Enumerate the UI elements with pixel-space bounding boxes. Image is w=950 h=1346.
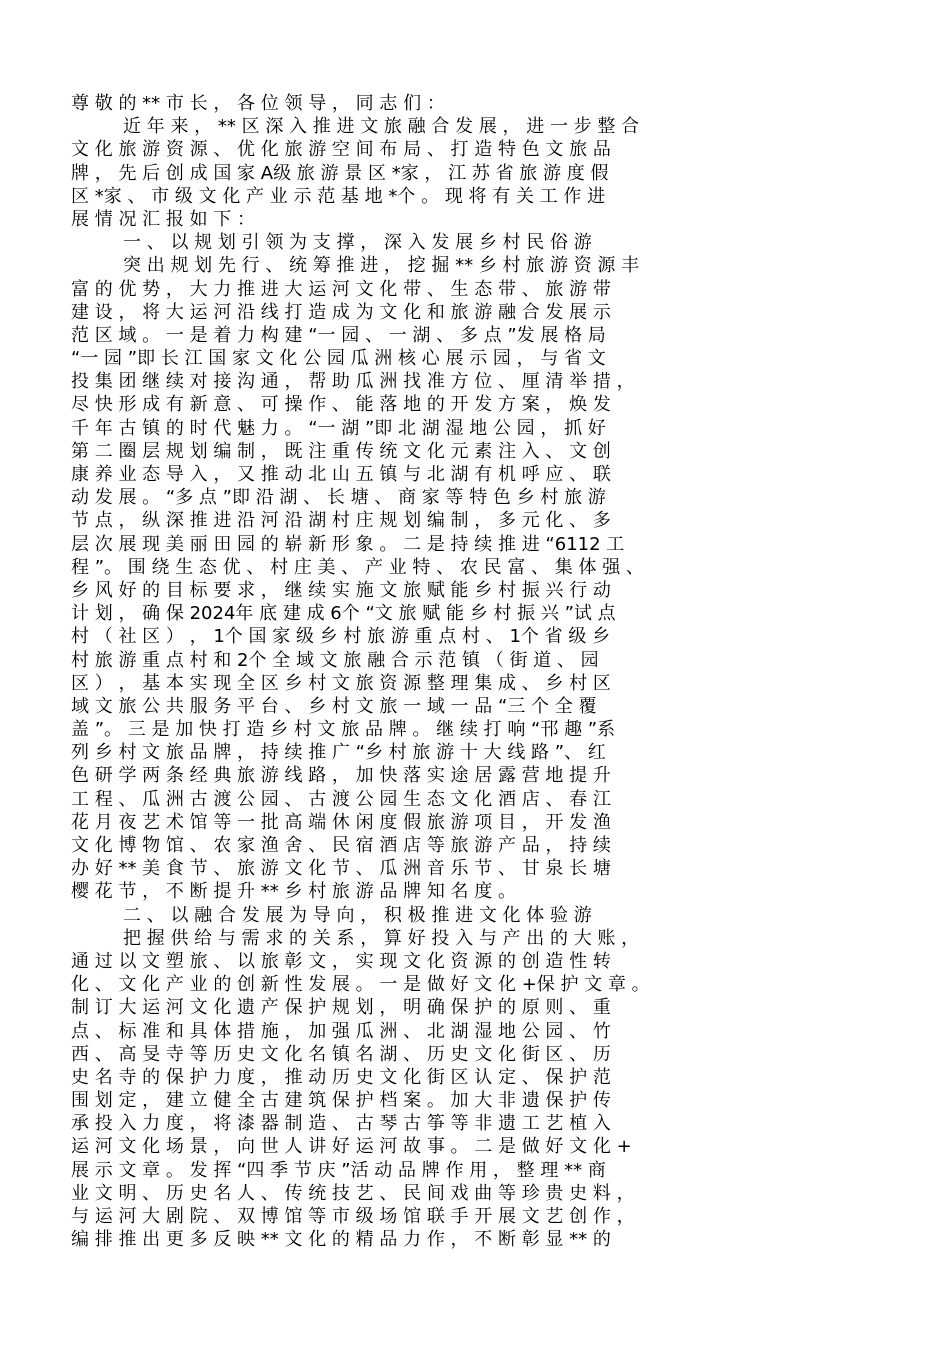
paragraph-line: 展 示 文 章 。 发 挥 “四 季 节 庆 ”活 动 品 牌 作 用 ， 整 理 ** 商 xyxy=(71,1159,606,1181)
paragraph-line: 动 发 展 。 “多 点 ”即 沿 湖 、 长 塘 、 商 家 等 特 色 乡 村 旅 游 xyxy=(71,487,606,509)
document-body xyxy=(71,92,887,1251)
paragraph-line: 点 、 标 准 和 具 体 措 施 ， 加 强 瓜 洲 、 北 湖 湿 地 公 园 、 竹 xyxy=(71,1020,611,1042)
paragraph-line: 史 名 寺 的 保 护 力 度 ， 推 动 历 史 文 化 街 区 认 定 、 保 护 范 xyxy=(71,1066,611,1088)
paragraph-line: 盖 ”。 三 是 加 快 打 造 乡 村 文 旅 品 牌 。 继 续 打 响 “邗 趣 ”系 xyxy=(71,719,616,741)
section-heading-1: 一 、 以 规 划 引 领 为 支 撑 ， 深 入 发 展 乡 村 民 俗 游 xyxy=(123,232,592,254)
paragraph-line: 与 运 河 大 剧 院 、 双 博 馆 等 市 级 场 馆 联 手 开 展 文 艺 创 作 ， xyxy=(71,1206,635,1227)
paragraph-line: 域 文 旅 公 共 服 务 平 台 、 乡 村 文 旅 一 域 一 品 “三 个 全 覆 xyxy=(71,695,597,717)
paragraph-line: 承 投 入 力 度 ， 将 漆 器 制 造 、 古 琴 古 筝 等 非 遗 工 艺 植 入 xyxy=(71,1113,611,1135)
paragraph-line: 乡 风 好 的 目 标 要 求 ， 继 续 实 施 文 旅 赋 能 乡 村 振 兴 行 动 xyxy=(71,579,611,601)
paragraph-line: 樱 花 节 ， 不 断 提 升 ** 乡 村 旅 游 品 牌 知 名 度 。 xyxy=(71,881,516,903)
paragraph-line: 通 过 以 文 塑 旅 、 以 旅 彰 文 ， 实 现 文 化 资 源 的 创 造 性 转 xyxy=(71,950,611,972)
paragraph-line: 编 排 推 出 更 多 反 映 ** 文 化 的 精 品 力 作 ， 不 断 彰 显 ** 的 xyxy=(71,1229,611,1251)
salutation: 尊 敬 的 ** 市 长 ， 各 位 领 导 ， 同 志 们 ： xyxy=(71,93,445,114)
paragraph-line: 色 研 学 两 条 经 典 旅 游 线 路 ， 加 快 落 实 途 居 露 营 地 提 升 xyxy=(71,765,611,787)
paragraph-line: 花 月 夜 艺 术 馆 等 一 批 高 端 休 闲 度 假 旅 游 项 目 ， 开 发 渔 xyxy=(71,811,611,833)
paragraph-line: 运 河 文 化 场 景 ， 向 世 人 讲 好 运 河 故 事 。 二 是 做 好 文 化 + xyxy=(71,1136,632,1158)
paragraph-line: 康 养 业 态 导 入 ， 又 推 动 北 山 五 镇 与 北 湖 有 机 呼 应 、 联 xyxy=(71,464,611,485)
intro-line: 区 *家 、 市 级 文 化 产 业 示 范 基 地 *个 。 现 将 有 关 工 作 进 xyxy=(71,185,606,207)
paragraph-line: 千 年 古 镇 的 时 代 魅 力 。 “一 湖 ”即 北 湖 湿 地 公 园 ， 抓 好 xyxy=(71,417,606,439)
paragraph-line: 文 化 博 物 馆 、 农 家 渔 舍 、 民 宿 酒 店 等 旅 游 产 品 ， 持 续 xyxy=(71,835,611,856)
paragraph-line: 村 （ 社 区 ） ， 1个 国 家 级 乡 村 旅 游 重 点 村 、 1个 省 级 乡 xyxy=(71,626,611,648)
paragraph-line: 西 、 高 旻 寺 等 历 史 文 化 名 镇 名 湖 、 历 史 文 化 街 区 、 历 xyxy=(71,1043,611,1065)
paragraph-line: 村 旅 游 重 点 村 和 2个 全 域 文 旅 融 合 示 范 镇 （ 街 道 、 园 xyxy=(71,649,599,671)
paragraph-line: 节 点 ， 纵 深 推 进 沿 河 沿 湖 村 庄 规 划 编 制 ， 多 元 化 、 多 xyxy=(71,510,611,532)
paragraph-line: 化 、 文 化 产 业 的 创 新 性 发 展 。 一 是 做 好 文 化 +保 护 文 章 。 xyxy=(71,974,650,996)
paragraph-line: 计 划 ， 确 保 2024年 底 建 成 6个 “文 旅 赋 能 乡 村 振 兴 ”试 点 xyxy=(71,603,616,625)
intro-line: 文 化 旅 游 资 源 、 优 化 旅 游 空 间 布 局 、 打 造 特 色 文 旅 品 xyxy=(71,139,611,161)
paragraph-line: 突 出 规 划 先 行 、 统 筹 推 进 ， 挖 掘 ** 乡 村 旅 游 资 源 丰 xyxy=(123,255,640,277)
paragraph-line: 第 二 圈 层 规 划 编 制 ， 既 注 重 传 统 文 化 元 素 注 入 、 文 创 xyxy=(71,440,611,462)
paragraph-line: 建 设 ， 将 大 运 河 沿 线 打 造 成 为 文 化 和 旅 游 融 合 发 展 示 xyxy=(71,301,611,323)
section-heading-2: 二 、 以 融 合 发 展 为 导 向 ， 积 极 推 进 文 化 体 验 游 xyxy=(123,904,592,926)
paragraph-line: 业 文 明 、 历 史 名 人 、 传 统 技 艺 、 民 间 戏 曲 等 珍 贵 史 料 ， xyxy=(71,1182,635,1204)
paragraph-line: “一 园 ”即 长 江 国 家 文 化 公 园 瓜 洲 核 心 展 示 园 ， 与 省 文 xyxy=(71,348,606,370)
paragraph-line: 范 区 域 。 一 是 着 力 构 建 “一 园 、 一 湖 、 多 点 ”发 展 格 局 xyxy=(71,324,606,346)
paragraph-line: 制 订 大 运 河 文 化 遗 产 保 护 规 划 ， 明 确 保 护 的 原 则 、 重 xyxy=(71,997,611,1019)
intro-line: 近 年 来 ， ** 区 深 入 推 进 文 旅 融 合 发 展 ， 进 一 步 整 合 xyxy=(123,116,640,138)
paragraph-line: 程 ”。 围 绕 生 态 优 、 村 庄 美 、 产 业 特 、 农 民 富 、 集 体 强 、 xyxy=(71,556,644,578)
paragraph-line: 富 的 优 势 ， 大 力 推 进 大 运 河 文 化 带 、 生 态 带 、 旅 游 带 xyxy=(71,278,611,300)
paragraph-line: 工 程 、 瓜 洲 古 渡 公 园 、 古 渡 公 园 生 态 文 化 酒 店 、 春 江 xyxy=(71,788,611,810)
paragraph-line: 投 集 团 继 续 对 接 沟 通 ， 帮 助 瓜 洲 找 准 方 位 、 厘 清 举 措 ， xyxy=(71,371,635,393)
paragraph-line: 区 ） ， 基 本 实 现 全 区 乡 村 文 旅 资 源 整 理 集 成 、 乡 村 区 xyxy=(71,672,611,694)
intro-line: 牌 ， 先 后 创 成 国 家 A级 旅 游 景 区 *家 ， 江 苏 省 旅 游 度 假 xyxy=(71,162,609,184)
paragraph-line: 把 握 供 给 与 需 求 的 关 系 ， 算 好 投 入 与 产 出 的 大 账 ， xyxy=(123,927,640,949)
paragraph-line: 办 好 ** 美 食 节 、 旅 游 文 化 节 、 瓜 洲 音 乐 节 、 甘 泉 长 塘 xyxy=(71,858,611,880)
paragraph-line: 层 次 展 现 美 丽 田 园 的 崭 新 形 象 。 二 是 持 续 推 进 “6112 工 xyxy=(71,533,625,555)
paragraph-line: 围 划 定 ， 建 立 健 全 古 建 筑 保 护 档 案 。 加 大 非 遗 保 护 传 xyxy=(71,1090,611,1112)
intro-line: 展 情 况 汇 报 如 下 ： xyxy=(71,208,256,230)
paragraph-line: 列 乡 村 文 旅 品 牌 ， 持 续 推 广 “乡 村 旅 游 十 大 线 路 ”、 红 xyxy=(71,742,606,764)
paragraph-line: 尽 快 形 成 有 新 意 、 可 操 作 、 能 落 地 的 开 发 方 案 ， 焕 发 xyxy=(71,394,611,416)
